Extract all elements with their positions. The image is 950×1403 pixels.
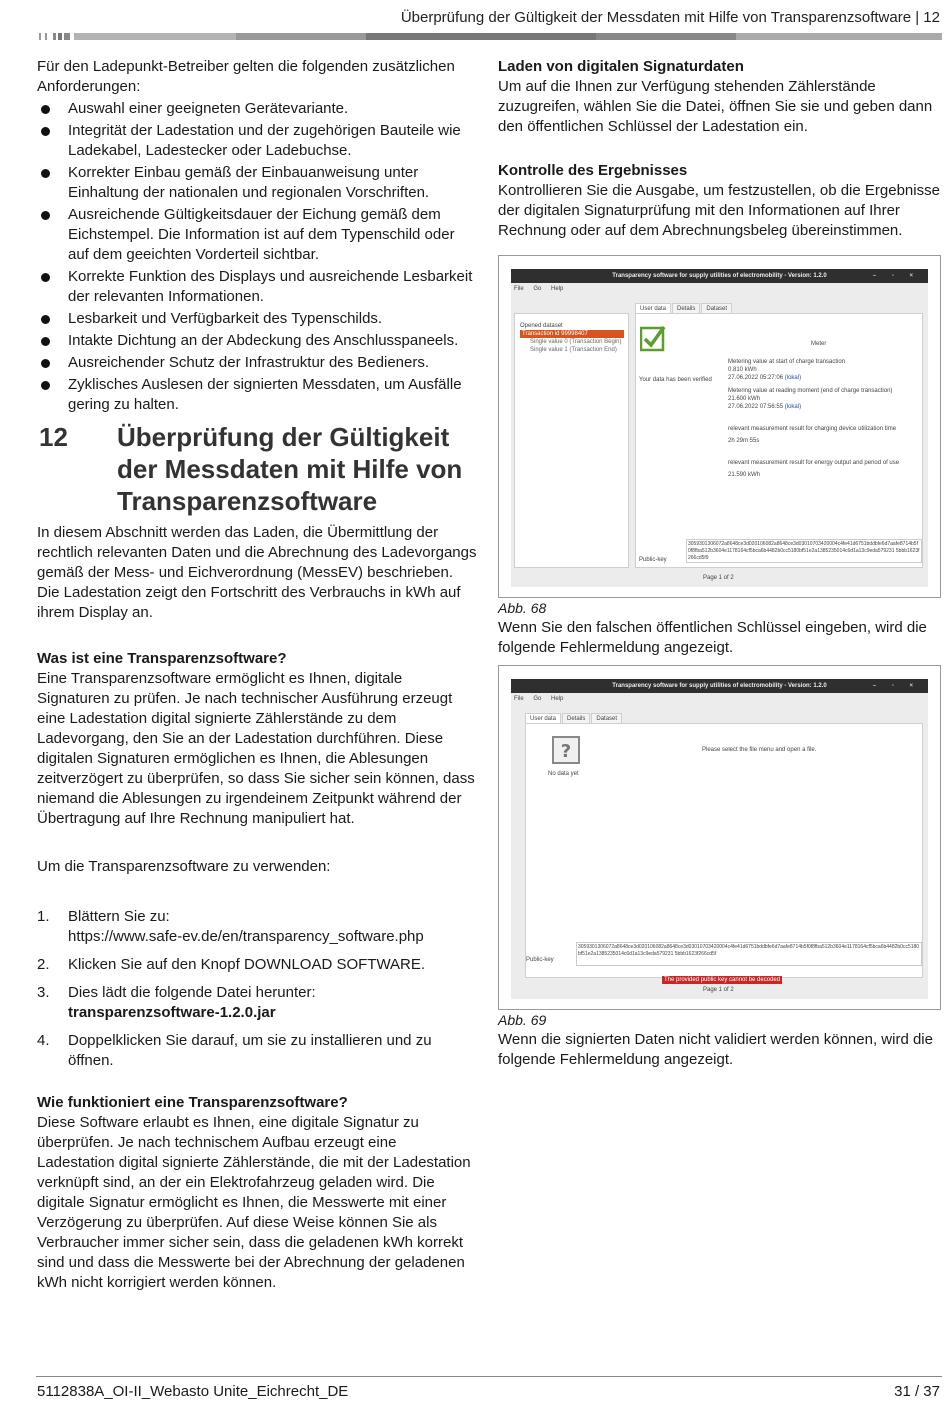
download-url: https://www.safe-ev.de/en/transparency_software.php xyxy=(68,928,424,945)
step-text: Klicken Sie auf den Knopf DOWNLOAD SOFTWARE. xyxy=(68,956,426,973)
figure-69-screenshot xyxy=(498,665,941,1010)
menu-bar xyxy=(511,283,928,295)
page-header-title: Überprüfung der Gültigkeit der Messdaten mit Hilfe von Transparenzsoftware | 12 xyxy=(400,9,940,26)
right-column xyxy=(498,57,941,1070)
duration-label: relevant measurement result for charging device utilization time xyxy=(728,426,897,432)
section-number: 12 xyxy=(39,422,68,452)
footer-divider xyxy=(36,1376,942,1377)
list-item: Integrität der Ladestation und der zugehörigen Bauteile wie Ladekabel, Ladestecker oder Ladebuchse. xyxy=(37,121,477,161)
tab-details: Details xyxy=(562,713,590,724)
header-decor-bar xyxy=(36,33,942,40)
list-item: Korrekter Einbau gemäß der Einbauanweisung unter Einhaltung der nationalen und regionalen Vorschriften. xyxy=(37,163,477,203)
display-paragraph: Die Ladestation zeigt den Fortschritt des Verbrauchs in kWh auf ihrem Display an. xyxy=(37,584,461,621)
not-valid-paragraph: Wenn die signierten Daten nicht validiert werden können, wird die folgende Fehlermeldung angezeigt. xyxy=(498,1031,933,1068)
public-key-label: Public-key xyxy=(526,957,554,963)
check-heading: Kontrolle des Ergebnisses xyxy=(498,162,688,179)
verified-check-icon xyxy=(640,324,666,352)
step-number: 3. xyxy=(37,984,50,1001)
reading-value: 21.600 kWh xyxy=(728,396,761,402)
meter-label: Meter xyxy=(811,341,827,347)
load-heading: Laden von digitalen Signaturdaten xyxy=(498,58,744,75)
duration-value: 2h 29m 55s xyxy=(728,438,760,444)
footer-page-number: 31 / 37 xyxy=(894,1383,940,1400)
app-window xyxy=(511,679,928,999)
menu-go: Go xyxy=(533,696,542,702)
start-value-label: Metering value at start of charge transaction xyxy=(728,359,846,365)
window-title: Transparency software for supply utilities of electromobility - Version: 1.2.0 xyxy=(612,273,827,279)
select-file-message: Please select the file menu and open a file. xyxy=(702,747,817,753)
section-title: Überprüfung der Gültigkeit der Messdaten mit Hilfe von Transparenzsoftware xyxy=(117,422,463,516)
reading-time: 27.06.2022 07:56:55 xyxy=(728,404,784,410)
public-key-field: 3059301306072a8648ce3d020106082a8648ce3d03010703420004c4fe41d6751bddbfe6d7aafe8714b5f0f8fba512b3604e1178164cf5bca6b4482b0cc5180bf51e2a1385235014c6d1a13c9eda579231 5bbb1623f266cd5f9 xyxy=(686,539,922,563)
window-controls: – ▫ × xyxy=(872,273,920,279)
menu-help: Help xyxy=(551,286,564,292)
tab-user-data: User data xyxy=(525,713,561,724)
menu-help: Help xyxy=(551,696,564,702)
step-number: 4. xyxy=(37,1032,50,1049)
list-item: Zyklisches Auslesen der signierten Messdaten, um Ausfälle gering zu halten. xyxy=(37,375,477,415)
how-paragraph: Diese Software erlaubt es Ihnen, eine digitale Signatur zu überprüfen. Je nach technischem Aufbau erzeugt eine Ladestation digital signierte Zählerstände, die mit der Ladestation verknüpft sind, an der ein Elektrofahrzeug geladen wird. Die digitale Signatur ermöglicht es Ihnen, die Messwerte mit einer Verzögerung zu überprüfen. Auf diese Weise können Sie als Verbraucher immer sicher sein, dass die geladenen kWh korrekt sind und dass die Messwerte bei der Abrechnung der geladenen kWh nicht korrigiert werden können. xyxy=(37,1114,471,1291)
requirements-intro: Für den Ladepunkt-Betreiber gelten die folgenden zusätzlichen Anforderungen: xyxy=(37,58,455,95)
tree-item-begin: Single value 0 (Transaction Begin) xyxy=(530,339,622,345)
list-item xyxy=(37,983,477,1023)
list-item: Lesbarkeit und Verfügbarkeit des Typenschilds. xyxy=(37,309,477,329)
opened-dataset-label: Opened dataset xyxy=(520,323,563,329)
step-text: Dies lädt die folgende Datei herunter: xyxy=(68,984,316,1001)
how-heading: Wie funktioniert eine Transparenzsoftware? xyxy=(37,1094,348,1111)
dataset-tree-pane xyxy=(514,313,629,568)
user-data-pane xyxy=(635,313,923,568)
step-text: Doppelklicken Sie darauf, um sie zu installieren und zu öffnen. xyxy=(68,1032,432,1069)
svg-text:?: ? xyxy=(560,741,572,762)
local-tag: (lokal) xyxy=(784,375,802,381)
steps-list xyxy=(37,907,477,1071)
check-paragraph: Kontrollieren Sie die Ausgabe, um festzustellen, ob die Ergebnisse der digitalen Signaturprüfung mit den Informationen auf Ihrer Rechnung oder auf dem Abrechnungsbeleg übereinstimmen. xyxy=(498,182,940,239)
page-indicator: Page 1 of 2 xyxy=(703,575,734,581)
error-message: The provided public key cannot be decoded xyxy=(664,977,781,983)
tab-dataset: Dataset xyxy=(591,713,622,724)
tab-details: Details xyxy=(672,303,700,314)
local-tag: (lokal) xyxy=(784,404,802,410)
menu-go: Go xyxy=(533,286,542,292)
list-item xyxy=(37,1031,477,1071)
use-intro: Um die Transparenzsoftware zu verwenden: xyxy=(37,858,331,875)
list-item: Intakte Dichtung an der Abdeckung des Anschlusspaneels. xyxy=(37,331,477,351)
window-titlebar xyxy=(511,679,928,693)
start-value: 0.810 kWh xyxy=(728,367,757,373)
public-key-label: Public-key xyxy=(639,557,667,563)
public-key-field: 3059301306072a8648ce3d020106082a8648ce3d03010703420004c4fe41d6751bddbfe6d7aafe8714b5f0f8fba512b3604e1178164cf5bca6b4482b0cc5180bf51e2a1385235014c6d1a13c9eda579231 5bbb1623f266cd5f xyxy=(576,942,922,966)
energy-value: 21.590 kWh xyxy=(728,472,761,478)
what-paragraph: Eine Transparenzsoftware ermöglicht es Ihnen, digitale Signaturen zu prüfen. Je nach technischer Ausführung erzeugt eine Ladestation digital signierte Zählerstände zu dem Ladevorgang, den Sie an der Ladestation durchführen. Diese digitalen Signaturen ermöglichen es Ihnen, die Ablesungen zeitverzögert zu überprüfen, so dass Sie sicher sein können, dass niemand die Ablesungen zu irgendeinem Zeitpunkt während der Übertragung auf Ihre Rechnung manipuliert hat. xyxy=(37,670,475,827)
list-item xyxy=(37,907,477,947)
figure-69-caption: Abb. 69 xyxy=(498,1012,547,1028)
app-window xyxy=(511,269,928,587)
window-titlebar xyxy=(511,269,928,283)
list-item xyxy=(37,955,477,975)
tree-item-end: Single value 1 (Transaction End) xyxy=(530,347,617,353)
list-item: Korrekte Funktion des Displays und ausreichende Lesbarkeit der relevanten Informationen. xyxy=(37,267,477,307)
list-item: Ausreichender Schutz der Infrastruktur des Bedieners. xyxy=(37,353,477,373)
start-time: 27.06.2022 05:27:06 xyxy=(728,375,784,381)
reading-value-label: Metering value at reading moment (end of charge transaction) xyxy=(728,388,893,394)
tree-item-transaction: Transaction id 99998407 xyxy=(520,330,624,338)
figure-68-caption: Abb. 68 xyxy=(498,600,547,616)
tab-user-data: User data xyxy=(635,303,671,314)
menu-file: File xyxy=(514,286,524,292)
left-column xyxy=(37,57,477,1293)
no-data-message: No data yet xyxy=(548,771,579,777)
menu-file: File xyxy=(514,696,524,702)
verified-message: Your data has been verified xyxy=(639,377,712,383)
load-paragraph: Um auf die Ihnen zur Verfügung stehenden Zählerstände zuzugreifen, wählen Sie die Datei, öffnen Sie sie und geben dann den öffentlichen Schlüssel der Ladestation ein. xyxy=(498,78,933,135)
unknown-file-icon xyxy=(552,736,580,764)
section-heading xyxy=(37,421,477,517)
jar-filename: transparenzsoftware-1.2.0.jar xyxy=(68,1004,276,1021)
step-text: Blättern Sie zu: xyxy=(68,908,170,925)
list-item: Ausreichende Gültigkeitsdauer der Eichung gemäß dem Eichstempel. Die Information ist auf dem Typenschild oder auf dem geeichten Vorderteil sichtbar. xyxy=(37,205,477,265)
wrong-key-paragraph: Wenn Sie den falschen öffentlichen Schlüssel eingeben, wird die folgende Fehlermeldung angezeigt. xyxy=(498,619,927,656)
menu-bar xyxy=(511,693,928,705)
energy-label: relevant measurement result for energy output and period of use xyxy=(728,460,900,466)
tab-dataset: Dataset xyxy=(701,303,732,314)
footer-doc-id: 5112838A_OI-II_Webasto Unite_Eichrecht_DE xyxy=(37,1383,349,1400)
what-heading: Was ist eine Transparenzsoftware? xyxy=(37,650,287,667)
step-number: 2. xyxy=(37,956,50,973)
window-title: Transparency software for supply utilities of electromobility - Version: 1.2.0 xyxy=(612,683,827,689)
section-intro-paragraph: In diesem Abschnitt werden das Laden, die Übermittlung der rechtlich relevanten Daten und die Abrechnung des Ladevorgangs gemäß der Mess- und Eichverordnung (MessEV) beschrieben. xyxy=(37,524,477,581)
page-indicator: Page 1 of 2 xyxy=(703,987,734,993)
list-item: Auswahl einer geeigneten Gerätevariante. xyxy=(37,99,477,119)
window-controls: – ▫ × xyxy=(872,683,920,689)
step-number: 1. xyxy=(37,908,50,925)
figure-68-screenshot xyxy=(498,255,941,598)
user-data-pane xyxy=(525,723,923,983)
requirements-list xyxy=(37,99,477,415)
